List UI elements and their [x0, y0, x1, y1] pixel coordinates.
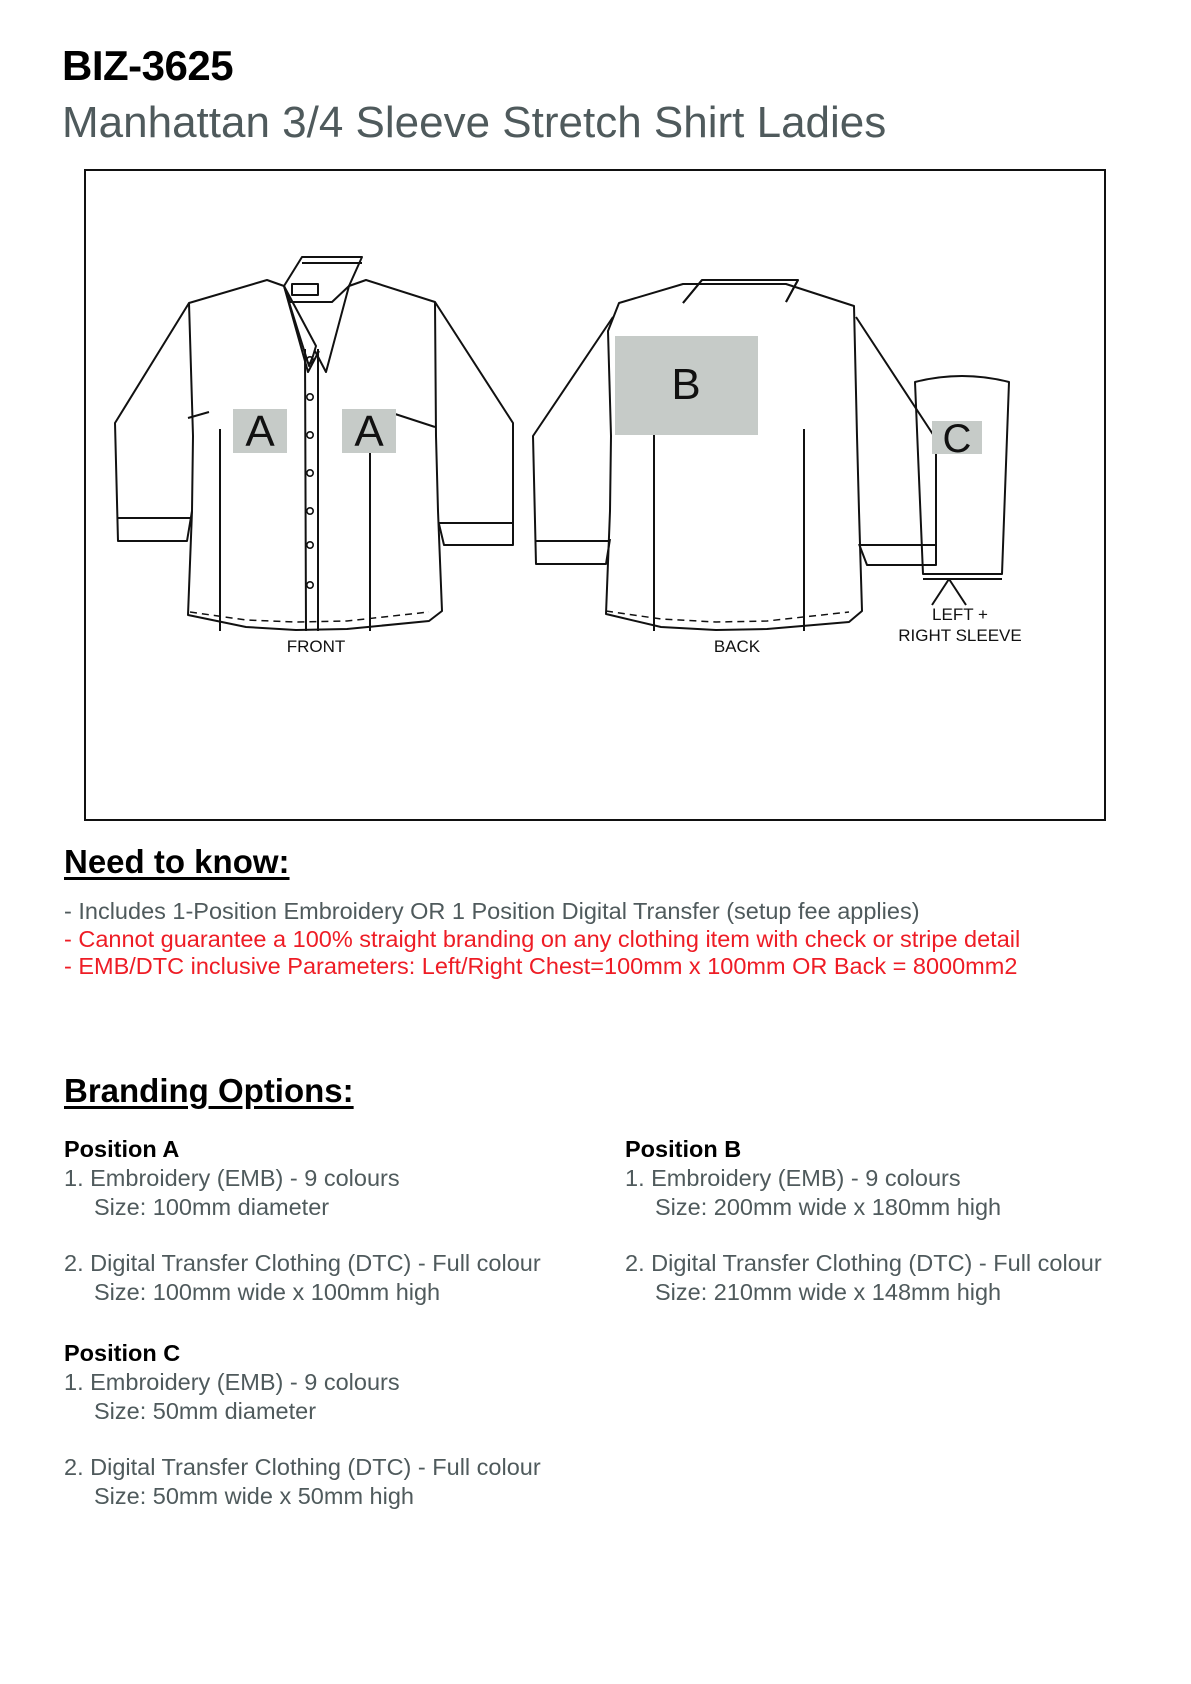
position-a-option-2: 2. Digital Transfer Clothing (DTC) - Full colour [64, 1250, 541, 1276]
back-shirt-drawing [533, 280, 936, 631]
zone-c-label: C [942, 417, 972, 461]
sleeve-label-line1: LEFT + [932, 605, 988, 624]
product-code: BIZ-3625 [62, 42, 234, 89]
position-b-option-2-size: Size: 210mm wide x 148mm high [655, 1279, 1002, 1305]
need-to-know-list [64, 898, 1020, 981]
position-c-option-2-size: Size: 50mm wide x 50mm high [94, 1483, 414, 1509]
position-a-block [64, 1135, 541, 1307]
position-c-title: Position C [64, 1340, 181, 1366]
position-c-block [64, 1339, 541, 1511]
zone-b-label: B [671, 360, 701, 409]
back-label: BACK [713, 637, 761, 656]
position-b-option-1-size: Size: 200mm wide x 180mm high [655, 1194, 1002, 1220]
position-a-option-2-size: Size: 100mm wide x 100mm high [94, 1279, 441, 1305]
position-b-option-2: 2. Digital Transfer Clothing (DTC) - Full colour [625, 1250, 1102, 1276]
position-a-title: Position A [64, 1136, 180, 1162]
note-item-parameters: - EMB/DTC inclusive Parameters: Left/Right Chest=100mm x 100mm OR Back = 8000mm2 [64, 953, 1018, 979]
need-to-know-heading: Need to know: [64, 843, 290, 880]
position-a-option-1-size: Size: 100mm diameter [94, 1194, 330, 1220]
position-c-option-1: 1. Embroidery (EMB) - 9 colours [64, 1369, 400, 1395]
position-b-block [625, 1135, 1102, 1307]
position-b-title: Position B [625, 1136, 742, 1162]
zone-a-right-label: A [354, 407, 384, 456]
sleeve-label-line2: RIGHT SLEEVE [898, 626, 1022, 645]
position-c-option-2: 2. Digital Transfer Clothing (DTC) - Full colour [64, 1454, 541, 1480]
zone-a-left-label: A [245, 407, 275, 456]
branding-options-heading: Branding Options: [64, 1072, 354, 1109]
position-c-option-1-size: Size: 50mm diameter [94, 1398, 317, 1424]
note-item-warning: - Cannot guarantee a 100% straight branding on any clothing item with check or stripe detail [64, 925, 1021, 952]
front-shirt-drawing [115, 257, 513, 631]
sleeve-drawing [915, 376, 1009, 605]
front-label: FRONT [286, 637, 346, 656]
position-b-option-1: 1. Embroidery (EMB) - 9 colours [625, 1165, 961, 1191]
position-a-option-1: 1. Embroidery (EMB) - 9 colours [64, 1165, 400, 1191]
garment-diagram-frame [84, 169, 1106, 821]
garment-diagram [86, 171, 1108, 823]
product-name: Manhattan 3/4 Sleeve Stretch Shirt Ladies [62, 98, 887, 147]
note-item: - Includes 1-Position Embroidery OR 1 Position Digital Transfer (setup fee applies) [64, 898, 920, 924]
